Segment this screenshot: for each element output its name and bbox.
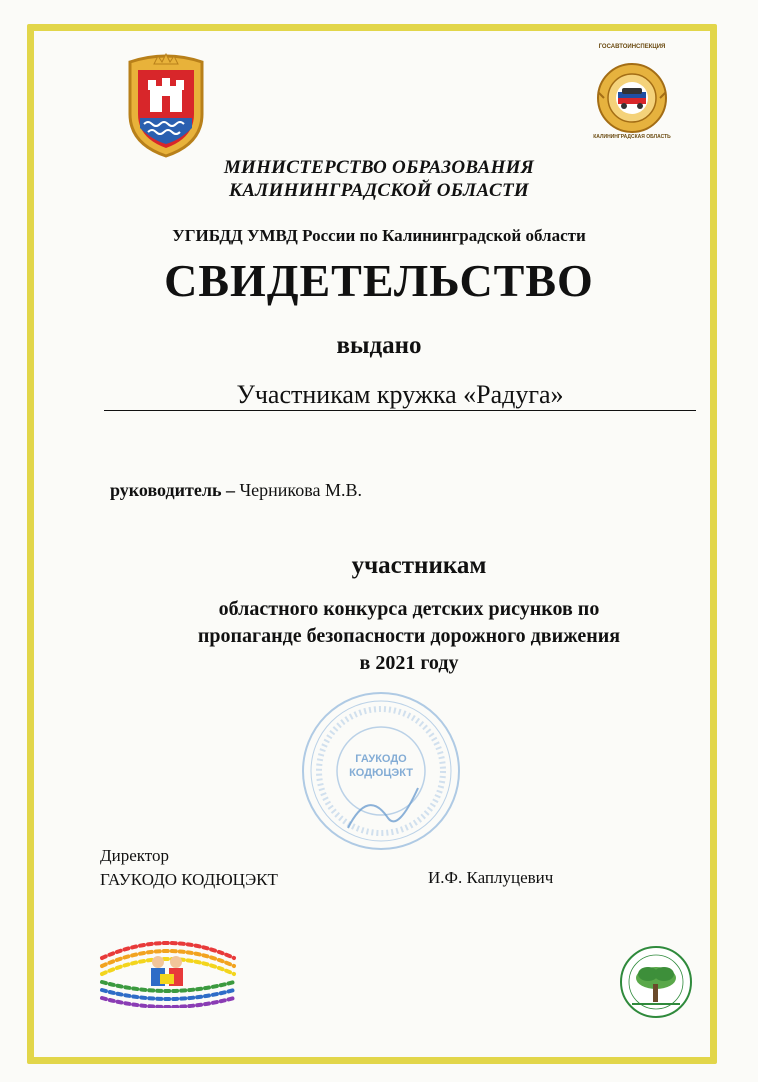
participants-label: участникам xyxy=(351,552,487,579)
issued-label: выдано xyxy=(336,332,422,359)
gai-badge-caption-bottom: КАЛИНИНГРАДСКАЯ ОБЛАСТЬ xyxy=(593,134,671,140)
kaliningrad-coat-of-arms-logo xyxy=(124,52,208,160)
stamp-line-1: ГАУКОДО xyxy=(355,753,407,765)
ministry-line-1: МИНИСТЕРСТВО ОБРАЗОВАНИЯ xyxy=(223,157,535,178)
stamp-line-2: КОДЮЦЭКТ xyxy=(349,767,413,779)
gai-badge-logo xyxy=(596,52,668,144)
director-title xyxy=(100,844,278,892)
contest-line-3: в 2021 году xyxy=(359,652,459,674)
ministry-line-2: КАЛИНИНГРАДСКОЙ ОБЛАСТИ xyxy=(229,180,529,201)
contest-description xyxy=(0,596,758,677)
leader-line xyxy=(110,480,362,501)
contest-line-1: областного конкурса детских рисунков по xyxy=(218,598,600,620)
director-position: Директор xyxy=(100,846,169,865)
director-name: И.Ф. Каплуцевич xyxy=(428,868,554,887)
ugibdd-heading: УГИБДД УМВД России по Калининградской области xyxy=(172,226,586,245)
leader-name: Черникова М.В. xyxy=(239,480,363,500)
director-organization: ГАУКОДО КОДЮЦЭКТ xyxy=(100,870,278,889)
children-rainbow-logo xyxy=(96,934,240,1008)
recipient-name: Участникам кружка «Радуга» xyxy=(236,380,564,409)
stamp-center-text xyxy=(330,752,432,780)
leader-label: руководитель – xyxy=(110,480,235,500)
gai-badge-caption-top: ГОСАВТОИНСПЕКЦИЯ xyxy=(598,44,666,50)
certificate-title: СВИДЕТЕЛЬСТВО xyxy=(164,255,594,306)
eco-tree-logo xyxy=(618,944,694,1020)
ministry-heading xyxy=(0,156,758,202)
contest-line-2: пропаганде безопасности дорожного движения xyxy=(197,625,621,647)
